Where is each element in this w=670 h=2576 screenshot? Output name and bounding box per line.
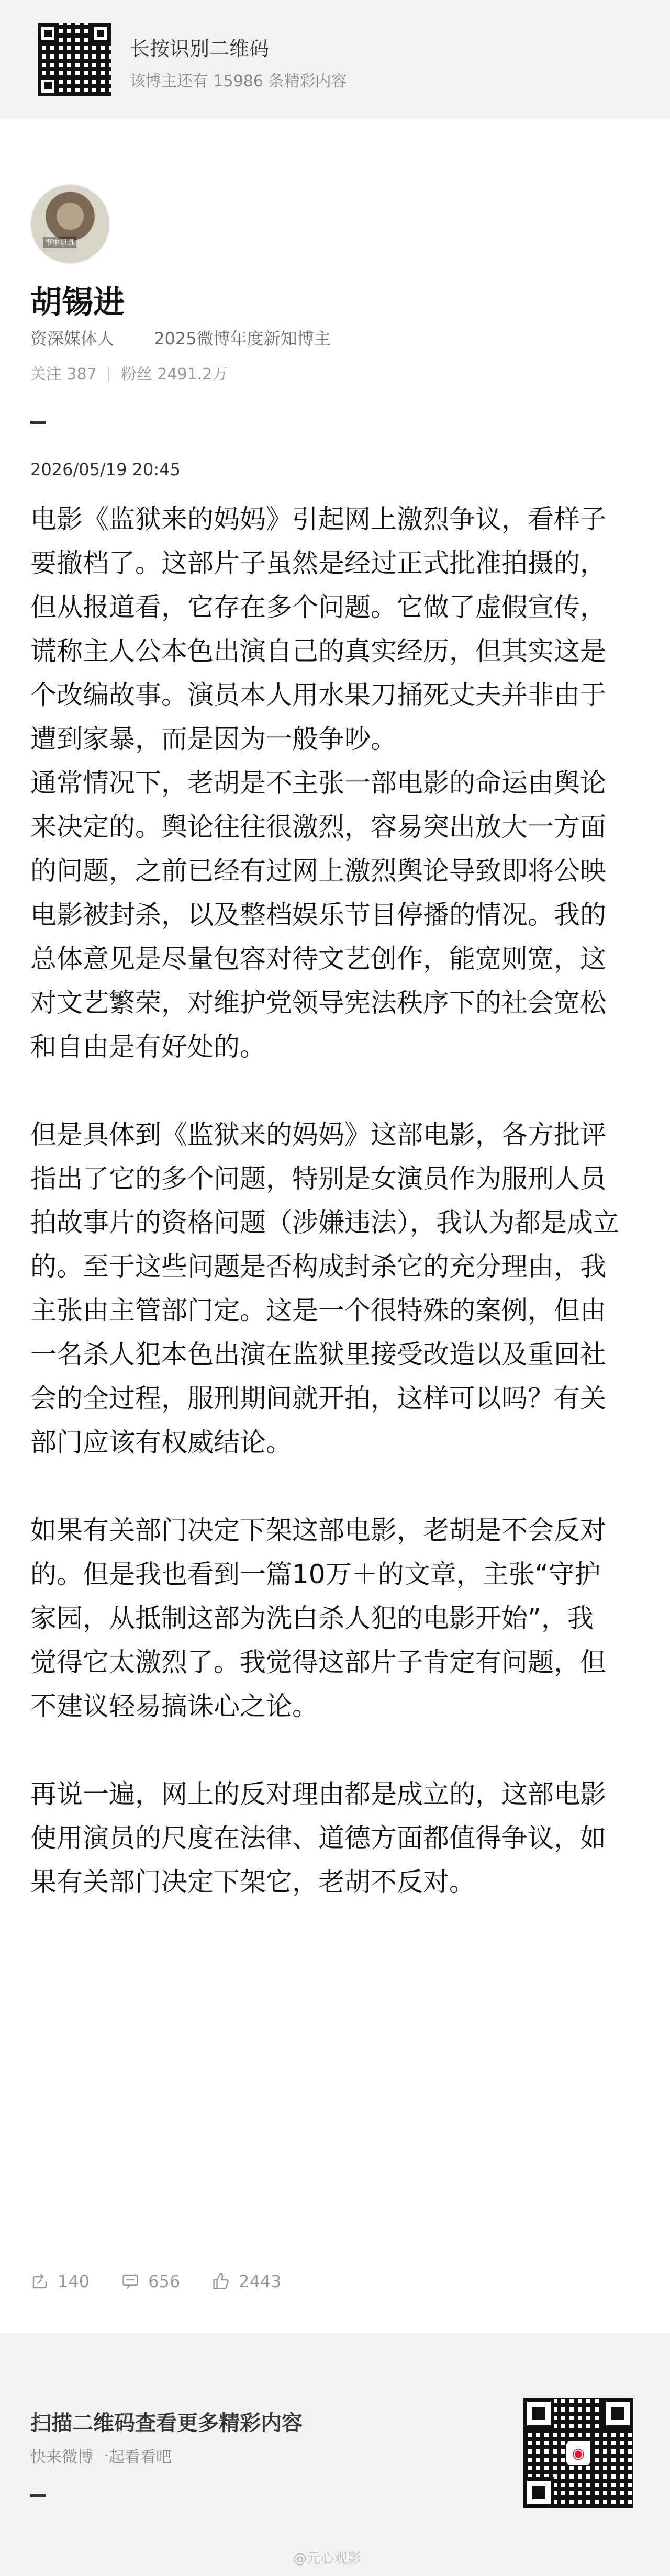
badge-media: 资深媒体人 bbox=[30, 329, 115, 349]
banner-subtitle: 该博主还有 15986 条精彩内容 bbox=[130, 72, 347, 91]
post-line: 的。但是我也看到一篇10万＋的文章，主张“守护 bbox=[30, 1559, 601, 1589]
post-line: 总体意见是尽量包容对待文艺创作，能宽则宽，这 bbox=[30, 944, 606, 974]
paragraph-gap bbox=[30, 1728, 643, 1772]
post-line: 但是具体到《监狱来的妈妈》这部电影，各方批评 bbox=[30, 1119, 606, 1150]
post-line: 指出了它的多个问题，特别是女演员作为服刑人员 bbox=[30, 1163, 606, 1194]
paragraph-gap bbox=[30, 1464, 643, 1508]
post-line: 要撤档了。这部片子虽然是经过正式批准拍摄的， bbox=[30, 548, 606, 578]
qr-code-bottom[interactable] bbox=[523, 2398, 633, 2508]
post-line: 通常情况下，老胡是不主张一部电影的命运由舆论 bbox=[30, 768, 606, 798]
post-line: 来决定的。舆论往往很激烈，容易突出放大一方面 bbox=[30, 812, 606, 842]
post-body bbox=[30, 497, 643, 1904]
post-line: 但从报道看，它存在多个问题。它做了虚假宣传， bbox=[30, 592, 606, 622]
post-line: 觉得它太激烈了。我觉得这部片子肯定有问题，但 bbox=[30, 1647, 606, 1677]
comment-button[interactable] bbox=[121, 2271, 180, 2291]
paragraph-gap bbox=[30, 1069, 643, 1113]
like-count: 2443 bbox=[239, 2271, 282, 2291]
post-line: 主张由主管部门定。这是一个很特殊的案例，但由 bbox=[30, 1295, 606, 1326]
badge-annual: 2025微博年度新知博主 bbox=[154, 329, 331, 349]
following-count[interactable]: 关注 387 bbox=[30, 365, 97, 384]
author-stats bbox=[30, 361, 228, 384]
bottom-banner-title: 扫描二维码查看更多精彩内容 bbox=[30, 2411, 303, 2435]
post-line: 不建议轻易搞诛心之论。 bbox=[30, 1691, 318, 1721]
post-line: 个改编故事。演员本人用水果刀捅死丈夫并非由于 bbox=[30, 680, 606, 710]
avatar[interactable] bbox=[30, 184, 110, 264]
post-line: 对文艺繁荣，对维护党领导宪法秩序下的社会宽松 bbox=[30, 988, 606, 1018]
post-line: 谎称主人公本色出演自己的真实经历，但其实这是 bbox=[30, 636, 606, 666]
post-line: 一名杀人犯本色出演在监狱里接受改造以及重回社 bbox=[30, 1339, 606, 1370]
post-line: 电影《监狱来的妈妈》引起网上激烈争议，看样子 bbox=[30, 504, 606, 534]
section-divider bbox=[30, 421, 46, 424]
post-line: 拍故事片的资格问题（涉嫌违法），我认为都是成立 bbox=[30, 1207, 619, 1238]
repost-button[interactable] bbox=[30, 2271, 90, 2291]
post-line: 的。至于这些问题是否构成封杀它的充分理由，我 bbox=[30, 1251, 606, 1282]
comment-icon bbox=[121, 2272, 140, 2291]
post-line: 会的全过程，服刑期间就开拍，这样可以吗？有关 bbox=[30, 1383, 606, 1414]
avatar-caption: 事中识真 bbox=[43, 237, 76, 248]
action-bar bbox=[30, 2271, 313, 2291]
stats-divider bbox=[108, 367, 109, 382]
comment-count: 656 bbox=[148, 2271, 181, 2291]
like-button[interactable] bbox=[211, 2271, 281, 2291]
post-line: 如果有关部门决定下架这部电影，老胡是不会反对 bbox=[30, 1515, 606, 1545]
bottom-banner-subtitle: 快来微博一起看看吧 bbox=[30, 2448, 172, 2467]
post-line: 的问题，之前已经有过网上激烈舆论导致即将公映 bbox=[30, 856, 606, 886]
repost-icon bbox=[30, 2272, 49, 2291]
post-line: 使用演员的尺度在法律、道德方面都值得争议，如 bbox=[30, 1823, 606, 1853]
author-name[interactable]: 胡锡进 bbox=[30, 284, 125, 321]
weibo-logo-icon: ◉ bbox=[566, 2441, 590, 2465]
post-line: 电影被封杀，以及整档娱乐节目停播的情况。我的 bbox=[30, 900, 606, 930]
watermark: @元心观影 bbox=[293, 2551, 362, 2567]
thumbs-up-icon bbox=[211, 2272, 230, 2291]
qr-code-top[interactable] bbox=[38, 23, 111, 96]
bottom-divider bbox=[30, 2494, 46, 2497]
post-line: 果有关部门决定下架它，老胡不反对。 bbox=[30, 1867, 475, 1897]
post-line: 和自由是有好处的。 bbox=[30, 1032, 266, 1062]
repost-count: 140 bbox=[58, 2271, 90, 2291]
author-badges bbox=[30, 326, 365, 350]
banner-title: 长按识别二维码 bbox=[130, 37, 270, 60]
followers-count[interactable]: 粉丝 2491.2万 bbox=[120, 365, 228, 384]
post-datetime: 2026/05/19 20:45 bbox=[30, 460, 181, 479]
post-line: 再说一遍，网上的反对理由都是成立的，这部电影 bbox=[30, 1779, 606, 1809]
post-line: 部门应该有权威结论。 bbox=[30, 1427, 292, 1458]
post-line: 遭到家暴，而是因为一般争吵。 bbox=[30, 724, 397, 754]
post-line: 家园，从抵制这部为洗白杀人犯的电影开始”，我 bbox=[30, 1603, 594, 1633]
